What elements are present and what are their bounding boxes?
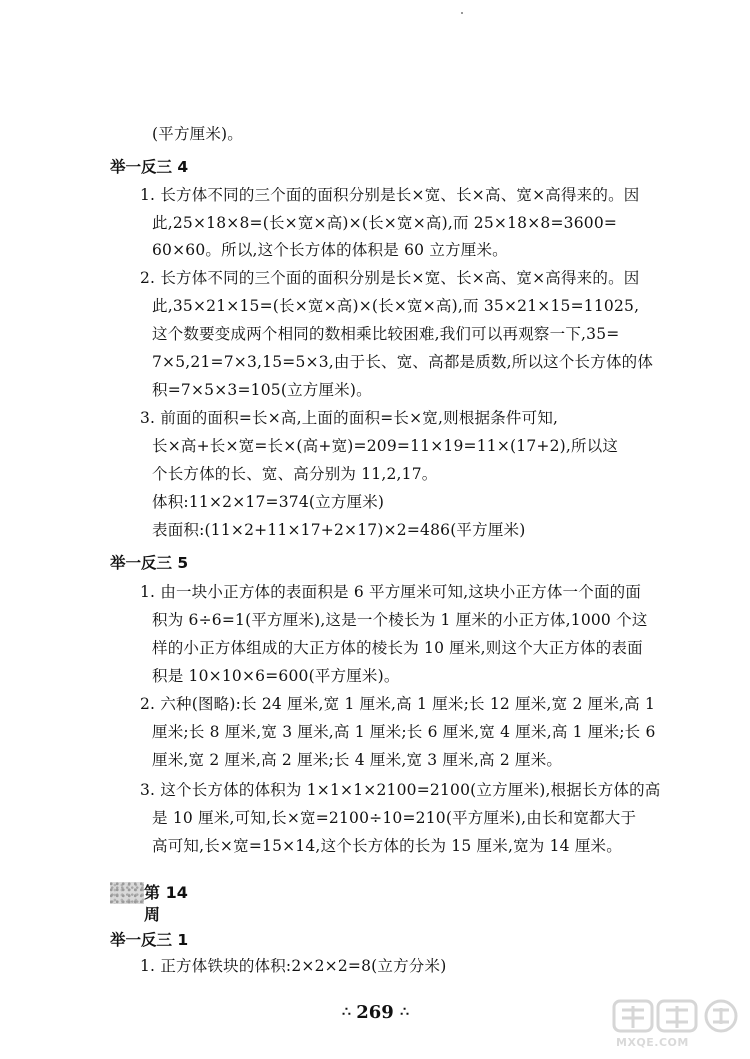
text-line: 1. 正方体铁块的体积:2×2×2=8(立方分米) (140, 957, 447, 975)
text-line: 3. 这个长方体的体积为 1×1×1×2100=2100(立方厘米),根据长方体的高 (140, 781, 661, 799)
text-line: 样的小正方体组成的大正方体的棱长为 10 厘米,则这个大正方体的表面 (152, 639, 643, 657)
section-heading: 举一反三 1 (110, 931, 189, 949)
text-line: 厘米;长 8 厘米,宽 3 厘米,高 1 厘米;长 6 厘米,宽 4 厘米,高 1 厘米;长 6 (152, 723, 656, 741)
text-line: 此,35×21×15=(长×宽×高)×(长×宽×高),而 35×21×15=11025, (152, 297, 640, 315)
text-line: 1. 长方体不同的三个面的面积分别是长×宽、长×高、宽×高得来的。因 (140, 186, 640, 204)
section-heading: 举一反三 5 (110, 554, 189, 572)
page-number (0, 1001, 750, 1024)
text-line: (平方厘米)。 (152, 125, 243, 143)
text-line: 这个数要变成两个相同的数相乘比较困难,我们可以再观察一下,35= (152, 325, 620, 343)
watermark-url: MXQE.COM (616, 1036, 689, 1049)
section-heading: 举一反三 4 (110, 158, 189, 176)
text-line: 积为 6÷6=1(平方厘米),这是一个棱长为 1 厘米的小正方体,1000 个这 (152, 611, 648, 629)
text-line: 长×高+长×宽=长×(高+宽)=209=11×19=11×(17+2),所以这 (152, 437, 619, 455)
scan-speck (461, 12, 463, 14)
text-line: 1. 由一块小正方体的表面积是 6 平方厘米可知,这块小正方体一个面的面 (140, 583, 642, 601)
text-line: 厘米,宽 2 厘米,高 2 厘米;长 4 厘米,宽 3 厘米,高 2 厘米。 (152, 751, 563, 769)
week-title: 第 14 周 (144, 883, 188, 924)
text-line: 是 10 厘米,可知,长×宽=2100÷10=210(平方厘米),由长和宽都大于 (152, 809, 637, 827)
text-line: 个长方体的长、宽、高分别为 11,2,17。 (152, 465, 438, 483)
text-line: 体积:11×2×17=374(立方厘米) (152, 493, 385, 511)
text-line: 7×5,21=7×3,15=5×3,由于长、宽、高都是质数,所以这个长方体的体 (152, 353, 654, 371)
page-number-ornament-left: ∴ (342, 1004, 350, 1020)
page-number-ornament-right: ∴ (400, 1004, 408, 1020)
text-line: 2. 长方体不同的三个面的面积分别是长×宽、长×高、宽×高得来的。因 (140, 269, 640, 287)
text-line: 此,25×18×8=(长×宽×高)×(长×宽×高),而 25×18×8=3600= (152, 214, 618, 232)
text-line: 60×60。所以,这个长方体的体积是 60 立方厘米。 (152, 241, 508, 259)
text-line: 积=7×5×3=105(立方厘米)。 (152, 381, 372, 399)
week-header (110, 880, 208, 924)
text-line: 高可知,长×宽=15×14,这个长方体的长为 15 厘米,宽为 14 厘米。 (152, 837, 622, 855)
page-number-value: 269 (356, 1002, 394, 1023)
text-line: 表面积:(11×2+11×17+2×17)×2=486(平方厘米) (152, 521, 526, 539)
text-line: 3. 前面的面积=长×高,上面的面积=长×宽,则根据条件可知, (140, 409, 559, 427)
week-header-ornament (110, 882, 144, 904)
text-line: 积是 10×10×6=600(平方厘米)。 (152, 667, 400, 685)
text-line: 2. 六种(图略):长 24 厘米,宽 1 厘米,高 1 厘米;长 12 厘米,宽 2 厘米,高 1 (140, 695, 656, 713)
